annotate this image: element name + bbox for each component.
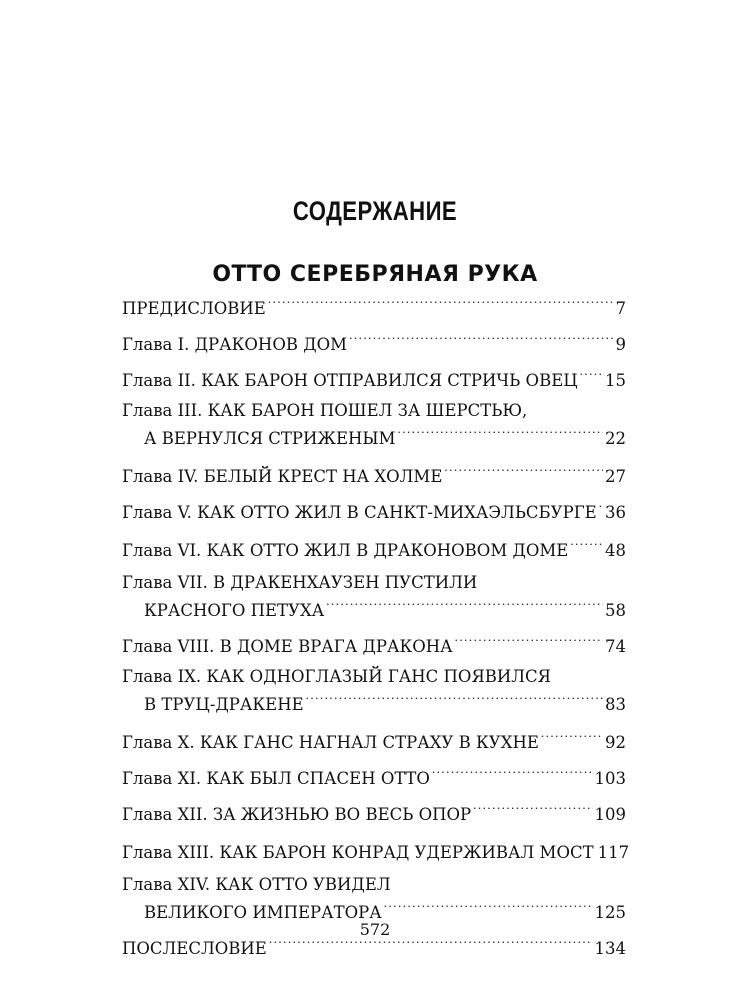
- dot-leader: [268, 292, 614, 314]
- dot-leader: [599, 496, 603, 518]
- toc-entry: [122, 726, 626, 754]
- toc-entry: [122, 666, 626, 716]
- dot-leader: [326, 594, 603, 616]
- dot-leader: [349, 328, 613, 350]
- toc-entry-page: 7: [615, 299, 626, 318]
- toc-entry-label: Глава VI. КАК ОТТО ЖИЛ В ДРАКОНОВОМ ДОМЕ: [122, 541, 569, 560]
- toc-entry-label: ПОСЛЕСЛОВИЕ: [122, 939, 267, 958]
- dot-leader: [541, 726, 603, 748]
- toc-entry-page: 74: [605, 637, 626, 656]
- dot-leader: [473, 798, 592, 820]
- toc-entry-page: 27: [605, 467, 626, 486]
- toc-entry-page: 15: [605, 371, 626, 390]
- toc-entry-label: Глава XI. КАК БЫЛ СПАСЕН ОТТО: [122, 769, 430, 788]
- toc-entry: [122, 630, 626, 658]
- toc-entry-page: 109: [594, 805, 626, 824]
- toc-entry-label: Глава I. ДРАКОНОВ ДОМ: [122, 335, 348, 354]
- toc-entry-label: Глава V. КАК ОТТО ЖИЛ В САНКТ-МИХАЭЛЬСБУРГЕ: [122, 503, 597, 522]
- toc-entry-label: Глава XII. ЗА ЖИЗНЬЮ ВО ВЕСЬ ОПОР: [122, 805, 472, 824]
- toc-entry: [122, 328, 626, 356]
- toc-entry: [122, 762, 626, 790]
- toc-entry-label: В ТРУЦ-ДРАКЕНЕ: [144, 695, 304, 714]
- section-title: ОТТО СЕРЕБРЯНАЯ РУКА: [212, 262, 538, 287]
- toc-entry-page: 134: [594, 939, 626, 958]
- toc-entry: [122, 572, 626, 622]
- toc-entry: [122, 292, 626, 320]
- toc-entry-page: 9: [615, 335, 626, 354]
- toc-entry-label: Глава XIII. КАК БАРОН КОНРАД УДЕРЖИВАЛ МОСТ: [122, 843, 594, 862]
- toc-entry-page: 58: [605, 601, 626, 620]
- dot-leader: [384, 896, 593, 918]
- toc-entry-label: Глава II. КАК БАРОН ОТПРАВИЛСЯ СТРИЧЬ ОВЕЦ: [122, 371, 578, 390]
- dot-leader: [398, 422, 603, 444]
- dot-leader: [432, 762, 593, 784]
- toc-entry: [122, 534, 626, 562]
- toc-entry-page: 83: [605, 695, 626, 714]
- toc-entry-label: Глава IV. БЕЛЫЙ КРЕСТ НА ХОЛМЕ: [122, 467, 443, 486]
- toc-entry-title-line: Глава III. КАК БАРОН ПОШЕЛ ЗА ШЕРСТЬЮ,: [122, 401, 528, 420]
- toc-entry-label: КРАСНОГО ПЕТУХА: [144, 601, 325, 620]
- toc-entry-label: ВЕЛИКОГО ИМПЕРАТОРА: [144, 903, 382, 922]
- page-title: СОДЕРЖАНИЕ: [292, 196, 458, 226]
- dot-leader: [306, 688, 603, 710]
- toc-entry-title-line: Глава XIV. КАК ОТТО УВИДЕЛ: [122, 875, 391, 894]
- toc-entry-label: А ВЕРНУЛСЯ СТРИЖЕНЫМ: [144, 429, 396, 448]
- toc-entry: [122, 496, 626, 524]
- dot-leader: [570, 534, 603, 556]
- toc-entry: [122, 874, 626, 924]
- dot-leader: [580, 364, 603, 386]
- toc-entry-page: 22: [605, 429, 626, 448]
- toc-entry-page: 117: [597, 843, 630, 862]
- toc-entry: [122, 364, 626, 392]
- toc-entry-page: 125: [594, 903, 626, 922]
- toc-entry-label: Глава VIII. В ДОМЕ ВРАГА ДРАКОНА: [122, 637, 453, 656]
- dot-leader: [444, 460, 603, 482]
- toc-entry: [122, 400, 626, 450]
- toc-entry: [122, 798, 626, 826]
- dot-leader: [455, 630, 603, 652]
- toc-entry-page: 103: [594, 769, 626, 788]
- toc-entry-page: 92: [605, 733, 626, 752]
- toc-entry: [122, 836, 630, 864]
- toc-entry: [122, 460, 626, 488]
- toc-entry-title-line: Глава IX. КАК ОДНОГЛАЗЫЙ ГАНС ПОЯВИЛСЯ: [122, 667, 551, 686]
- page-number: 572: [359, 920, 391, 939]
- table-of-contents: [122, 292, 630, 960]
- toc-entry-label: Глава X. КАК ГАНС НАГНАЛ СТРАХУ В КУХНЕ: [122, 733, 539, 752]
- toc-entry-label: ПРЕДИСЛОВИЕ: [122, 299, 266, 318]
- toc-entry-page: 36: [605, 503, 626, 522]
- toc-entry-title-line: Глава VII. В ДРАКЕНХАУЗЕН ПУСТИЛИ: [122, 573, 478, 592]
- toc-entry-page: 48: [605, 541, 626, 560]
